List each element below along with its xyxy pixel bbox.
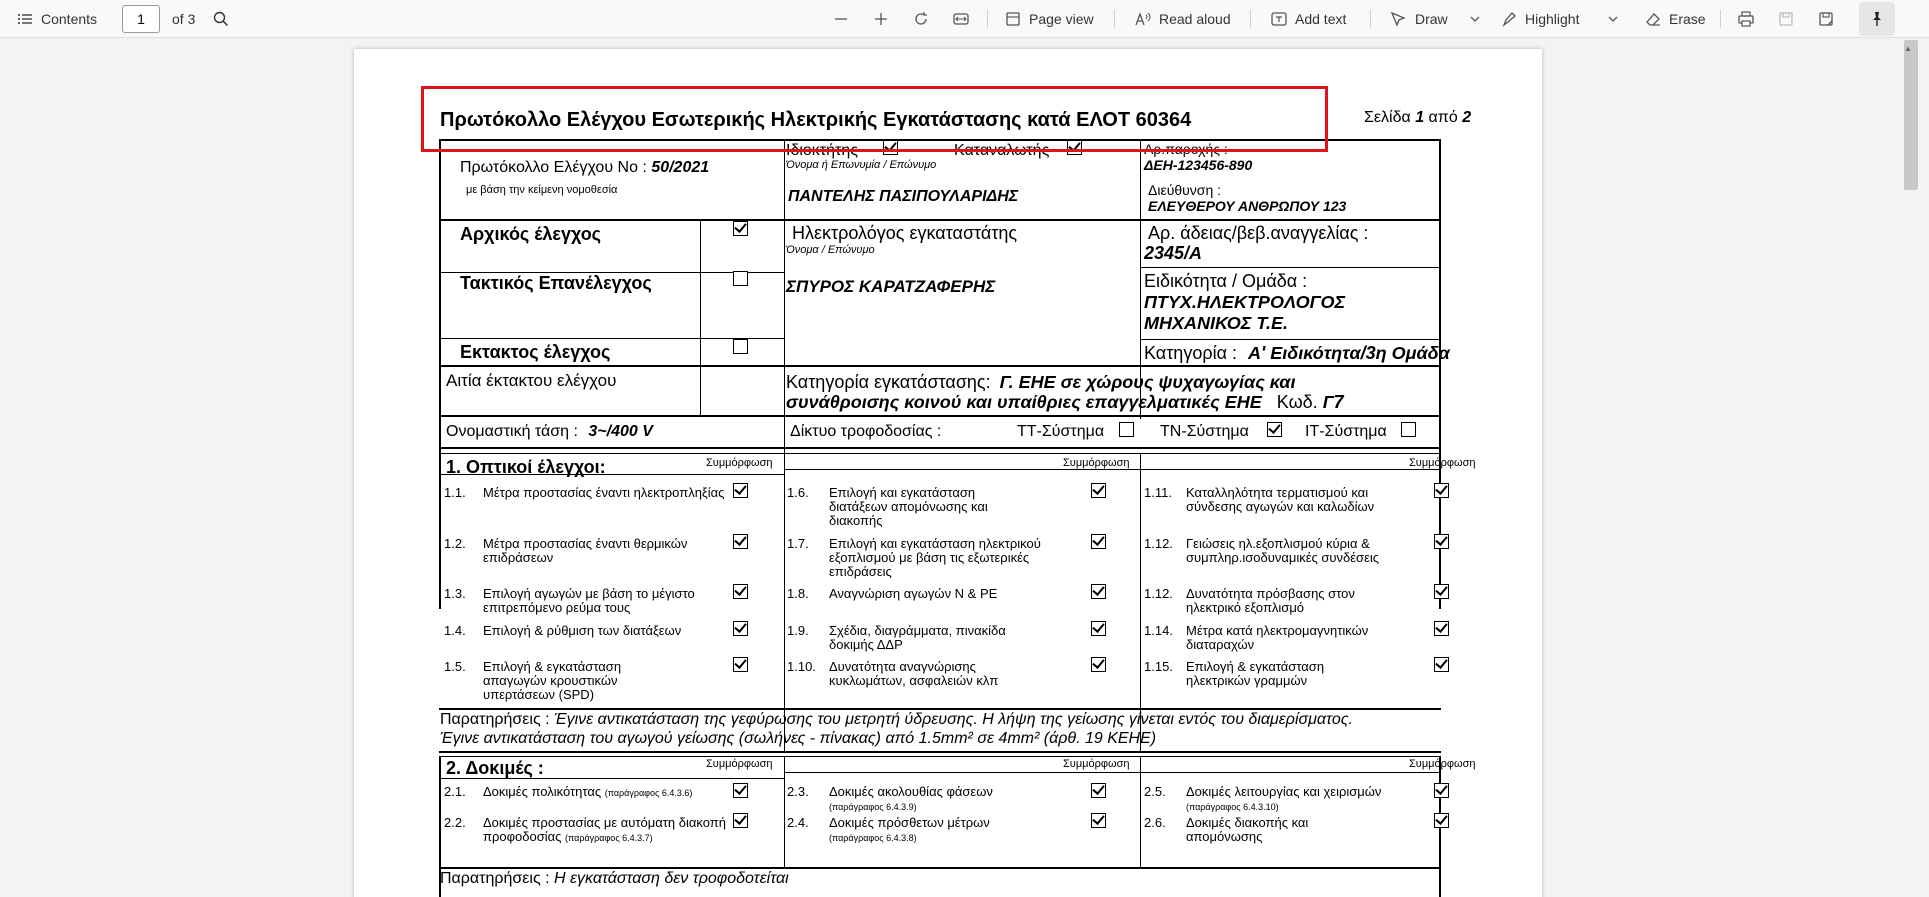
visual-check-checkbox[interactable] xyxy=(1434,534,1449,549)
pdf-toolbar xyxy=(0,0,1929,38)
draw-button[interactable] xyxy=(1390,0,1448,38)
compliance-header: Συμμόρφωση xyxy=(706,457,773,469)
compliance-header: Συμμόρφωση xyxy=(1063,457,1130,469)
compliance-header: Συμμόρφωση xyxy=(1063,758,1130,770)
electrician-name: ΣΠΥΡΟΣ ΚΑΡΑΤΖΑΦΕΡΗΣ xyxy=(786,277,996,296)
test-checkbox[interactable] xyxy=(733,783,748,798)
visual-check-checkbox[interactable] xyxy=(1091,584,1106,599)
page-number-input[interactable] xyxy=(122,5,160,33)
fit-width-icon xyxy=(952,10,970,28)
pin-toolbar-button[interactable] xyxy=(1859,2,1895,36)
plus-icon xyxy=(872,10,890,28)
erase-button[interactable] xyxy=(1644,0,1706,38)
rotate-button[interactable] xyxy=(912,0,937,38)
print-button[interactable] xyxy=(1737,0,1762,38)
printer-icon xyxy=(1737,10,1755,28)
visual-check-checkbox[interactable] xyxy=(1434,657,1449,672)
pen-icon xyxy=(1390,10,1408,28)
address-value: ΕΛΕΥΘΕΡΟΥ ΑΝΘΡΩΠΟΥ 123 xyxy=(1148,198,1347,214)
periodic-check-checkbox[interactable] xyxy=(733,271,748,286)
installation-category: Κατηγορία εγκατάστασης: Γ. ΕΗΕ σε χώρους ψυχαγωγίας και xyxy=(786,372,1296,392)
owner-name-label: Όνομα ή Επωνυμία / Επώνυμο xyxy=(786,159,937,171)
visual-check-checkbox[interactable] xyxy=(1091,657,1106,672)
minus-icon xyxy=(832,10,850,28)
document-title: Πρωτόκολλο Ελέγχου Εσωτερικής Ηλεκτρικής Εγκατάστασης κατά ΕΛΟΤ 60364 xyxy=(440,109,1192,131)
fit-width-button[interactable] xyxy=(952,0,977,38)
specialty-label: Ειδικότητα / Ομάδα : xyxy=(1144,271,1308,291)
section-2-title: 2. Δοκιμές : xyxy=(446,758,544,778)
read-aloud-label: Read aloud xyxy=(1159,11,1231,27)
nominal-voltage: Ονομαστική τάση : 3~/400 V xyxy=(446,423,653,440)
pdf-page: Πρωτόκολλο Ελέγχου Εσωτερικής Ηλεκτρικής Εγκατάστασης κατά ΕΛΟΤ 60364 Σελίδα 1 από 2 Πρωτόκολλο Ελέγχου Νο : 50/2021 με βάση την κείμενη νομοθεσία Ιδιοκτήτης Καταναλωτής Όνομα ή Επωνυμία / Επώνυμο ΠΑΝΤΕΛΗΣ ΠΑΣΙΠΟΥΛΑΡΙΔΗΣ Αρ.παροχής : ΔΕΗ-123456-890 Διεύθυνση : ΕΛΕΥΘΕΡΟΥ ΑΝΘΡΩΠΟΥ 123 Αρχικός έλεγχος Τακτικός Επανέλεγχος Εκτακτος έλεγχος Ηλεκτρολόγος εγκαταστάτης Όνομα / Επώνυμο ΣΠΥΡΟΣ ΚΑΡΑΤΖΑΦΕΡΗΣ Αρ. άδειας/βεβ.αναγγελίας : 2345/Α Ειδικότητα / Ομάδα : ΠΤΥΧ.ΗΛΕΚΤΡΟΛΟΓΟΣ ΜΗΧΑΝΙΚΟΣ Τ.Ε. Κατηγορία : Α' Ειδικότητα/3η Ομάδα Αιτία έκτακτου ελέγχου Κατηγορία εγκατάστασης: Γ. ΕΗΕ σε χώρους ψυχαγωγίας και συνάθροισης κοινού και υπαίθριες επαγγελματικές ΕΗΕ Κωδ. Γ7 Ονομαστική τάση : 3~/400 V Δίκτυο τροφοδοσίας : ΤΤ-Σύστημα ΤΝ-Σύστημα ΙΤ-Σύστημα 1. Οπτικοί έλεγχοι: Συμμόρφωση Συμμόρφωση Συμμόρφωση 1.1. Μέτρα προστασίας έναντι ηλεκτροπληξίας 1.2. Μέτρα προστασίας έναντι θερμικών επιδράσεων 1.3. Επιλογή αγωγών με βάση το μέγιστο επιτρεπόμενο ρεύμα τους 1.4. Επιλογή & ρύθμιση των διατάξεων 1.5. Επιλογή & εγκατάσταση απαγωγών κρουστικών υπερτάσεων (SPD) 1.6. Επιλογή και εγκατάσταση διατάξεων απομόνωσης και διακοπής 1.7. Επιλογή και εγκατάσταση ηλεκτρικού εξοπλισμού με βάση τις εξωτερικές επιδράσεις 1.8. Αναγνώριση αγωγών Ν & ΡΕ 1.9. Σχέδια, διαγράμματα, πινακίδα δοκιμής ΔΔΡ 1.10. Δυνατότητα αναγνώρισης κυκλωμάτων, ασφαλειών κλπ 1.11. Καταλληλότητα τερματισμού και σύνδεσης αγωγών και καλωδίων 1.12. Γειώσεις ηλ.εξοπλισμού κύρια & συμπληρ.ισοδυναμικές συνδέσεις 1.12. Δυνατότητα πρόσβασης στον ηλεκτρικό εξοπλισμό 1.14. Μέτρα κατά ηλεκτρομαγνητικών διαταραχών 1.15. Επιλογή & εγκατάσταση ηλεκτρικών γραμμών Παρατηρήσεις : Έγινε αντικατάσταση της γεφύρωσης του μετρητή ύδρευσης. Η λήψη της γείωσης γίνεται εντός του διαμερίσματος. Έγινε αντικατάσταση του αγωγού γείωσης (σωλήνες - πίνακας) από 1.5mm² σε 4mm² (άρθ. 19 ΚΕΗΕ) 2. Δοκιμές : Συμμόρφωση Συμμόρφωση Συμμόρφωση 2.1. Δοκιμές πολικότητας (παράγραφος 6.4.3.6) 2.2. Δοκιμές προστασίας με αυτόματη διακοπή προφοδοσίας (παράγραφος 6.4.3.7) 2.3. Δοκιμές ακολουθίας φάσεων (παράγραφος 6.4.3.9) 2.4. Δοκιμές πρόσθετων μέτρων (παράγραφος 6.4.3.8) 2.5. Δοκιμές λειτουργίας και χειρισμών (παράγραφος 6.4.3.10) 2.6. Δοκιμές διακοπής και απομόνωσης Παρατηρήσεις : Η εγκατάσταση δεν τροφοδοτείται xyxy=(354,49,1542,897)
draw-label: Draw xyxy=(1415,11,1448,27)
license-label: Αρ. άδειας/βεβ.αναγγελίας : xyxy=(1148,223,1369,243)
visual-check-checkbox[interactable] xyxy=(1091,483,1106,498)
add-text-label: Add text xyxy=(1295,11,1347,27)
visual-check-checkbox[interactable] xyxy=(733,657,748,672)
remarks-1: Παρατηρήσεις : Έγινε αντικατάσταση της γεφύρωσης του μετρητή ύδρευσης. Η λήψη της γείωσης γίνεται εντός του διαμερίσματος. xyxy=(440,711,1353,728)
specialty-line-1: ΠΤΥΧ.ΗΛΕΚΤΡΟΛΟΓΟΣ xyxy=(1144,292,1346,312)
visual-check-checkbox[interactable] xyxy=(733,621,748,636)
address-label: Διεύθυνση : xyxy=(1148,182,1222,198)
it-system-checkbox[interactable] xyxy=(1401,422,1416,437)
save-icon xyxy=(1777,10,1795,28)
visual-check-checkbox[interactable] xyxy=(1434,483,1449,498)
zoom-in-button[interactable] xyxy=(872,0,897,38)
read-aloud-icon xyxy=(1134,10,1152,28)
save-button[interactable] xyxy=(1777,0,1802,38)
electrician-label: Ηλεκτρολόγος εγκαταστάτης xyxy=(792,223,1018,243)
erase-label: Erase xyxy=(1669,11,1706,27)
compliance-header: Συμμόρφωση xyxy=(706,758,773,770)
highlight-dropdown[interactable] xyxy=(1604,0,1629,38)
scrollbar-thumb[interactable] xyxy=(1904,40,1918,190)
tt-system-checkbox[interactable] xyxy=(1119,422,1134,437)
initial-check-checkbox[interactable] xyxy=(733,221,748,236)
highlight-label: Highlight xyxy=(1525,11,1580,27)
test-checkbox[interactable] xyxy=(1091,783,1106,798)
visual-check-checkbox[interactable] xyxy=(733,584,748,599)
extra-check-checkbox[interactable] xyxy=(733,339,748,354)
initial-check-label: Αρχικός έλεγχος xyxy=(460,224,602,244)
eraser-icon xyxy=(1644,10,1662,28)
page-indicator: Σελίδα 1 από 2 xyxy=(1364,109,1472,126)
save-as-button[interactable] xyxy=(1817,0,1842,38)
it-system-label: ΙΤ-Σύστημα xyxy=(1305,423,1387,440)
protocol-number: Πρωτόκολλο Ελέγχου Νο : 50/2021 xyxy=(460,159,710,176)
search-button[interactable] xyxy=(212,0,237,38)
remarks-1-line-2: Έγινε αντικατάσταση του αγωγού γείωσης (σωλήνες - πίνακας) από 1.5mm² σε 4mm² (άρθ. 19 ΚΕΗΕ) xyxy=(440,730,1157,747)
extra-check-label: Εκτακτος έλεγχος xyxy=(460,342,611,362)
test-checkbox[interactable] xyxy=(733,813,748,828)
page-view-label: Page view xyxy=(1029,11,1094,27)
contents-button[interactable] xyxy=(16,0,97,38)
tn-system-checkbox[interactable] xyxy=(1267,422,1282,437)
license-number: 2345/Α xyxy=(1144,243,1203,263)
owner-name: ΠΑΝΤΕΛΗΣ ΠΑΣΙΠΟΥΛΑΡΙΔΗΣ xyxy=(788,188,1019,205)
visual-check-checkbox[interactable] xyxy=(1091,621,1106,636)
visual-check-checkbox[interactable] xyxy=(733,534,748,549)
add-text-button[interactable] xyxy=(1270,0,1346,38)
visual-check-checkbox[interactable] xyxy=(733,483,748,498)
chevron-down-icon xyxy=(1604,10,1622,28)
consumer-label: Καταναλωτής xyxy=(954,142,1050,159)
test-checkbox[interactable] xyxy=(1434,813,1449,828)
test-checkbox[interactable] xyxy=(1091,813,1106,828)
network-label: Δίκτυο τροφοδοσίας : xyxy=(790,423,942,440)
specialty-line-2: ΜΗΧΑΝΙΚΟΣ Τ.Ε. xyxy=(1144,313,1288,333)
extra-check-reason-label: Αιτία έκτακτου ελέγχου xyxy=(446,371,617,390)
pin-icon xyxy=(1868,10,1886,28)
highlighter-icon xyxy=(1500,10,1518,28)
rotate-icon xyxy=(912,10,930,28)
owner-label: Ιδιοκτήτης xyxy=(786,142,858,159)
page-total: of 3 xyxy=(172,11,196,27)
list-icon xyxy=(16,10,34,28)
visual-check-checkbox[interactable] xyxy=(1434,584,1449,599)
periodic-check-label: Τακτικός Επανέλεγχος xyxy=(460,273,652,293)
save-as-icon xyxy=(1817,10,1835,28)
scroll-up-arrow-icon[interactable]: ▲ xyxy=(1904,44,1912,53)
title-highlight-annotation xyxy=(421,86,1328,152)
test-checkbox[interactable] xyxy=(1434,783,1449,798)
electrician-sub-label: Όνομα / Επώνυμο xyxy=(786,244,875,256)
zoom-out-button[interactable] xyxy=(832,0,857,38)
remarks-2: Παρατηρήσεις : Η εγκατάσταση δεν τροφοδοτείται xyxy=(440,870,789,887)
search-icon xyxy=(212,10,230,28)
visual-check-checkbox[interactable] xyxy=(1434,621,1449,636)
tt-system-label: ΤΤ-Σύστημα xyxy=(1017,423,1105,440)
installation-category-line-2: συνάθροισης κοινού και υπαίθριες επαγγελματικές ΕΗΕ Κωδ. Γ7 xyxy=(786,392,1344,412)
highlight-button[interactable] xyxy=(1500,0,1579,38)
page-view-icon xyxy=(1004,10,1022,28)
supply-number: ΔΕΗ-123456-890 xyxy=(1144,157,1253,173)
page-view-button[interactable] xyxy=(1004,0,1094,38)
category-label: Κατηγορία : Α' Ειδικότητα/3η Ομάδα xyxy=(1144,343,1450,363)
compliance-header: Συμμόρφωση xyxy=(1409,457,1476,469)
protocol-subtitle: με βάση την κείμενη νομοθεσία xyxy=(466,184,618,196)
compliance-header: Συμμόρφωση xyxy=(1409,758,1476,770)
tn-system-label: ΤΝ-Σύστημα xyxy=(1160,423,1249,440)
visual-check-checkbox[interactable] xyxy=(1091,534,1106,549)
supply-label: Αρ.παροχής : xyxy=(1144,141,1228,157)
read-aloud-button[interactable] xyxy=(1134,0,1231,38)
draw-dropdown[interactable] xyxy=(1466,0,1491,38)
contents-label: Contents xyxy=(41,11,98,27)
text-box-icon xyxy=(1270,10,1288,28)
chevron-down-icon xyxy=(1466,10,1484,28)
section-1-title: 1. Οπτικοί έλεγχοι: xyxy=(446,457,606,477)
